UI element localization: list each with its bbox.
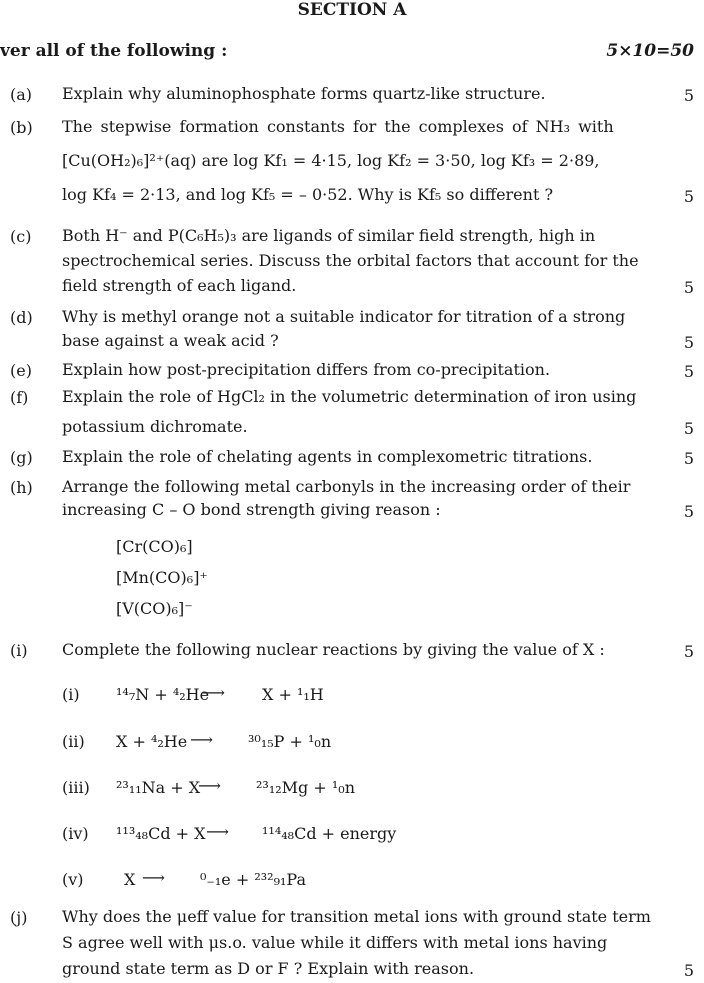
question-text-line: Why is methyl orange not a suitable indicator for titration of a strong — [62, 307, 626, 326]
reaction-reactants: ²³₁₁Na + X — [116, 778, 201, 797]
question-text-line: base against a weak acid ? — [62, 331, 279, 350]
reaction-label: (i) — [62, 685, 80, 704]
question-marks: 5 — [683, 449, 694, 468]
reaction-reactants: X — [124, 870, 136, 889]
question-marks: 5 — [683, 502, 694, 521]
carbonyl-item: [Cr(CO)₆] — [116, 537, 193, 556]
question-text-line: spectrochemical series. Discuss the orbital factors that account for the — [62, 251, 639, 270]
question-marks: 5 — [683, 278, 694, 297]
question-label: (d) — [10, 308, 33, 327]
question-text: Complete the following nuclear reactions by giving the value of X : — [62, 640, 605, 659]
question-text-line: [Cu(OH₂)₆]²⁺(aq) are log Kf₁ = 4·15, log Kf₂ = 3·50, log Kf₃ = 2·89, — [62, 151, 600, 170]
reaction-products: X + ¹₁H — [262, 685, 324, 704]
question-label: (i) — [10, 641, 28, 660]
reaction-reactants: X + ⁴₂He — [116, 732, 188, 751]
reaction-reactants: ¹⁴₇N + ⁴₂He — [116, 685, 210, 704]
question-text-line: Why does the μeff value for transition metal ions with ground state term — [62, 907, 651, 926]
question-marks: 5 — [683, 187, 694, 206]
question-label: (g) — [10, 448, 33, 467]
reaction-label: (v) — [62, 870, 84, 889]
carbonyl-item: [Mn(CO)₆]⁺ — [116, 568, 208, 587]
reaction-arrow-icon: ⟶ — [190, 730, 213, 749]
question-text-line: ground state term as D or F ? Explain with reason. — [62, 959, 475, 978]
question-label: (j) — [10, 908, 28, 927]
question-text-line: increasing C – O bond strength giving reason : — [62, 500, 441, 519]
question-marks: 5 — [683, 362, 694, 381]
question-text-line: Arrange the following metal carbonyls in the increasing order of their — [62, 477, 631, 496]
reaction-arrow-icon: ⟶ — [142, 868, 165, 887]
question-label: (e) — [10, 361, 32, 380]
section-title: SECTION A — [297, 0, 407, 20]
question-text: Explain the role of chelating agents in complexometric titrations. — [62, 447, 593, 466]
question-label: (b) — [10, 118, 33, 137]
reaction-products: ¹¹⁴₄₈Cd + energy — [262, 824, 397, 843]
question-text: Explain why aluminophosphate forms quartz-like structure. — [62, 84, 546, 103]
reaction-reactants: ¹¹³₄₈Cd + X — [116, 824, 206, 843]
question-text-line: potassium dichromate. — [62, 417, 248, 436]
reaction-label: (iv) — [62, 824, 89, 843]
reaction-label: (iii) — [62, 778, 90, 797]
question-text-line: Explain the role of HgCl₂ in the volumetric determination of iron using — [62, 387, 637, 406]
question-text-line: field strength of each ligand. — [62, 276, 297, 295]
question-label: (c) — [10, 227, 32, 246]
reaction-arrow-icon: ⟶ — [202, 683, 225, 702]
question-text-line: The stepwise formation constants for the complexes of NH₃ with — [62, 117, 614, 136]
reaction-products: ³⁰₁₅P + ¹₀n — [248, 732, 332, 751]
question-text-line: S agree well with μs.o. value while it differs with metal ions having — [62, 933, 608, 952]
reaction-label: (ii) — [62, 732, 85, 751]
reaction-arrow-icon: ⟶ — [198, 776, 221, 795]
question-marks: 5 — [683, 642, 694, 661]
reaction-arrow-icon: ⟶ — [206, 822, 229, 841]
question-text-line: Both H⁻ and P(C₆H₅)₃ are ligands of similar field strength, high in — [62, 226, 596, 245]
question-marks: 5 — [683, 961, 694, 980]
question-text-line: log Kf₄ = 2·13, and log Kf₅ = – 0·52. Why is Kf₅ so different ? — [62, 185, 554, 204]
reaction-products: ²³₁₂Mg + ¹₀n — [256, 778, 355, 797]
question-text: Explain how post-precipitation differs from co-precipitation. — [62, 360, 551, 379]
reaction-products: ⁰₋₁e + ²³²₉₁Pa — [200, 870, 306, 889]
question-marks: 5 — [683, 419, 694, 438]
instruction: ver all of the following : — [0, 41, 228, 61]
question-label: (h) — [10, 478, 33, 497]
total-marks: 5×10=50 — [606, 41, 694, 61]
question-marks: 5 — [683, 86, 694, 105]
carbonyl-item: [V(CO)₆]⁻ — [116, 599, 193, 618]
question-marks: 5 — [683, 333, 694, 352]
question-label: (f) — [10, 388, 29, 407]
question-label: (a) — [10, 85, 33, 104]
